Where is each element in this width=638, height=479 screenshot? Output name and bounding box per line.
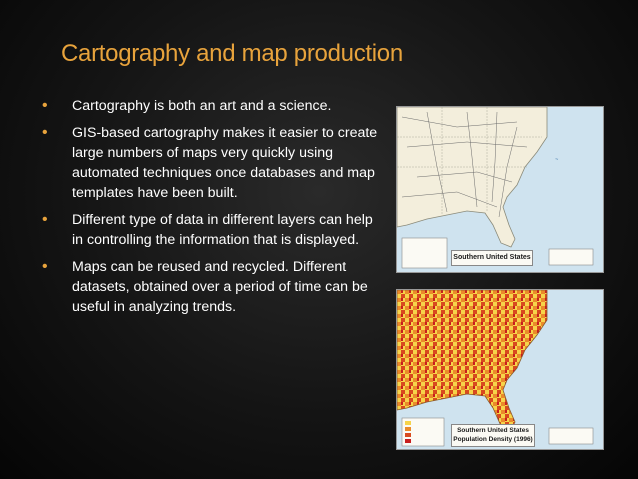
map-title: [451, 424, 535, 447]
scale-box: [549, 249, 593, 265]
bullet-marker: •: [42, 211, 48, 228]
map-title-line1: Southern United States: [457, 427, 529, 434]
bullet-marker: •: [42, 97, 48, 114]
bullet-list: [42, 96, 382, 324]
ocean-label: ~: [555, 157, 559, 163]
map-legend: [402, 238, 447, 268]
road-map-graphic: [397, 107, 603, 272]
map-title-line2: Population Density (1996): [453, 436, 533, 443]
bullet-marker: •: [42, 258, 48, 275]
bullet-item: [42, 123, 382, 203]
bullet-item: [42, 96, 382, 116]
bullet-marker: •: [42, 124, 48, 141]
population-density-map: [397, 290, 603, 449]
bullet-text: Maps can be reused and recycled. Different datasets, obtained over a period of time can be useful in analyzing trends.: [72, 259, 368, 315]
bullet-text: GIS-based cartography makes it easier to create large numbers of maps very quickly using automated techniques once databases and map templates have been built.: [72, 125, 378, 201]
bullet-item: [42, 210, 382, 250]
bullet-text: Different type of data in different layers can help in controlling the information that is displayed.: [72, 212, 373, 248]
southern-us-road-map: [397, 107, 603, 272]
slide-title: Cartography and map production: [61, 40, 403, 67]
bullet-item: [42, 257, 382, 317]
bullet-text: Cartography is both an art and a science.: [72, 98, 332, 114]
scale-box: [549, 428, 593, 444]
map-title: Southern United States: [451, 250, 533, 266]
